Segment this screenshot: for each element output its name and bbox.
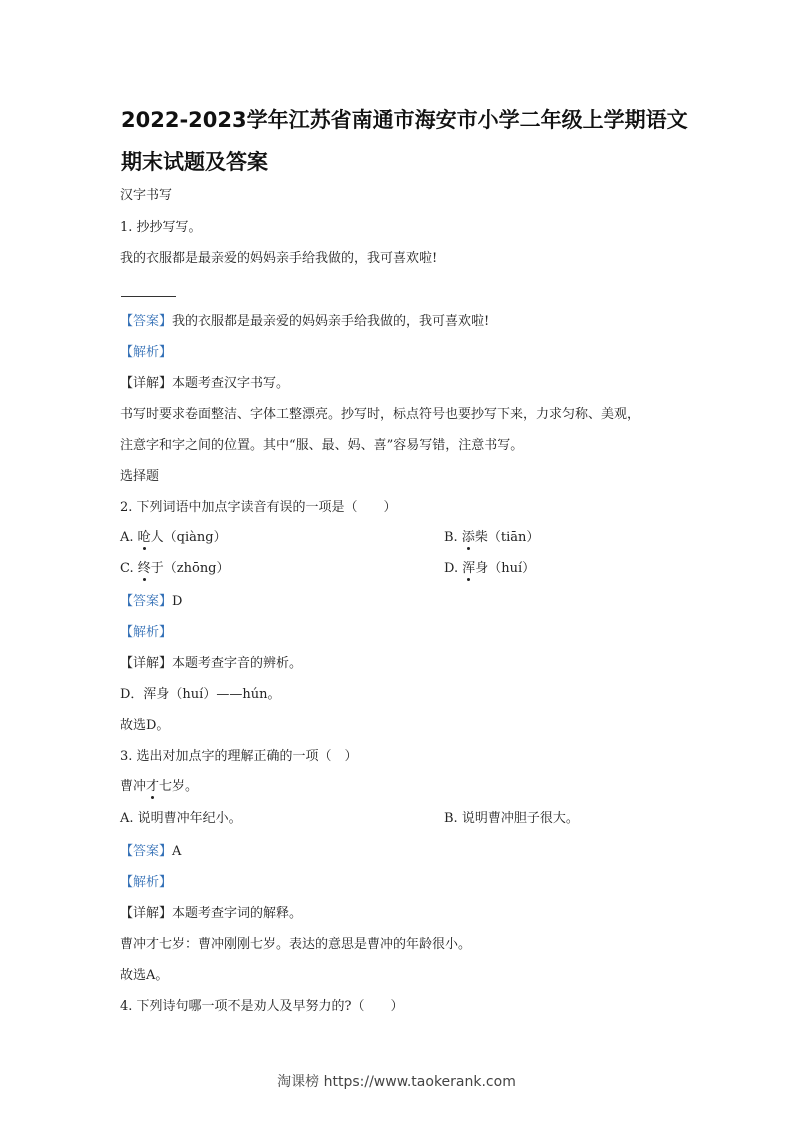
- q3-option-b: B. 说明曹冲胆子很大。: [444, 811, 579, 826]
- q3-option-a: A. 说明曹冲年纪小。: [120, 811, 242, 826]
- answer-text: D: [172, 594, 183, 609]
- dotted-char: 才: [146, 779, 160, 794]
- q2-stem: 2. 下列词语中加点字读音有误的一项是（ ）: [120, 500, 397, 515]
- q3-analysis-tag: 【解析】: [120, 875, 173, 890]
- q2-line-2: 故选D。: [120, 718, 170, 733]
- q3-detail: [120, 905, 302, 923]
- option-label: B.: [444, 530, 462, 545]
- q2-option-d: [444, 560, 535, 578]
- page-footer-watermark: 淘课榜 https://www.taokerank.com: [277, 1074, 516, 1090]
- q1-stem: 1. 抄抄写写。: [120, 220, 202, 235]
- detail-text: 本题考查汉字书写。: [172, 376, 290, 391]
- q3-stem: 3. 选出对加点字的理解正确的一项（ ）: [120, 749, 358, 764]
- answer-text: A: [172, 844, 182, 859]
- q3-line-1: 曹冲才七岁：曹冲刚刚七岁。表达的意思是曹冲的年龄很小。: [120, 937, 472, 952]
- detail-text: 本题考查字音的辨析。: [172, 656, 303, 671]
- q1-answer: [120, 313, 489, 331]
- answer-tag: 【答案】: [120, 314, 173, 329]
- answer-blank-line: [121, 296, 176, 297]
- option-rest: 人（qiàng）: [150, 530, 227, 545]
- q2-detail: [120, 655, 302, 673]
- option-label: C.: [120, 561, 138, 576]
- q3-sentence: [120, 778, 198, 796]
- dotted-char: 终: [137, 561, 151, 576]
- dotted-char: 添: [461, 530, 475, 545]
- q1-explain-1: 书写时要求卷面整洁、字体工整漂亮。抄写时，标点符号也要抄写下来，力求匀称、美观，: [120, 407, 641, 422]
- q4-stem: 4. 下列诗句哪一项不是劝人及早努力的?（ ）: [120, 999, 404, 1014]
- detail-tag: 【详解】: [120, 656, 173, 671]
- detail-tag: 【详解】: [120, 906, 173, 921]
- q3-answer: [120, 843, 181, 861]
- q1-text: 我的衣服都是最亲爱的妈妈亲手给我做的，我可喜欢啦!: [120, 251, 438, 266]
- q2-answer: [120, 593, 182, 611]
- q2-analysis-tag: 【解析】: [120, 625, 173, 640]
- option-rest: 身（huí）: [475, 561, 536, 576]
- dotted-char: 呛: [137, 530, 151, 545]
- option-label: D.: [444, 561, 463, 576]
- option-rest: 柴（tiān）: [474, 530, 540, 545]
- section-heading-writing: 汉字书写: [120, 188, 173, 203]
- q2-option-a: [120, 529, 227, 547]
- doc-title-line1: 2022-2023学年江苏省南通市海安市小学二年级上学期语文: [121, 108, 688, 132]
- answer-text: 我的衣服都是最亲爱的妈妈亲手给我做的，我可喜欢啦!: [172, 314, 490, 329]
- q1-explain-2: 注意字和字之间的位置。其中“服、最、妈、喜”容易写错，注意书写。: [120, 438, 524, 453]
- q2-option-b: [444, 529, 539, 547]
- q3-line-2: 故选A。: [120, 968, 169, 983]
- answer-tag: 【答案】: [120, 844, 173, 859]
- q2-option-c: [120, 560, 230, 578]
- doc-title-line2: 期末试题及答案: [121, 150, 268, 174]
- sentence-post: 七岁。: [159, 779, 199, 794]
- dotted-char: 浑: [462, 561, 476, 576]
- detail-text: 本题考查字词的解释。: [172, 906, 303, 921]
- section-heading-choice: 选择题: [120, 469, 160, 484]
- q1-analysis-tag: 【解析】: [120, 345, 173, 360]
- option-rest: 于（zhōng）: [150, 561, 230, 576]
- option-label: A.: [120, 530, 138, 545]
- q1-detail: [120, 375, 289, 393]
- detail-tag: 【详解】: [120, 376, 173, 391]
- answer-tag: 【答案】: [120, 594, 173, 609]
- sentence-pre: 曹冲: [120, 779, 147, 794]
- q2-line-1: D．浑身（huí）——hún。: [120, 687, 281, 702]
